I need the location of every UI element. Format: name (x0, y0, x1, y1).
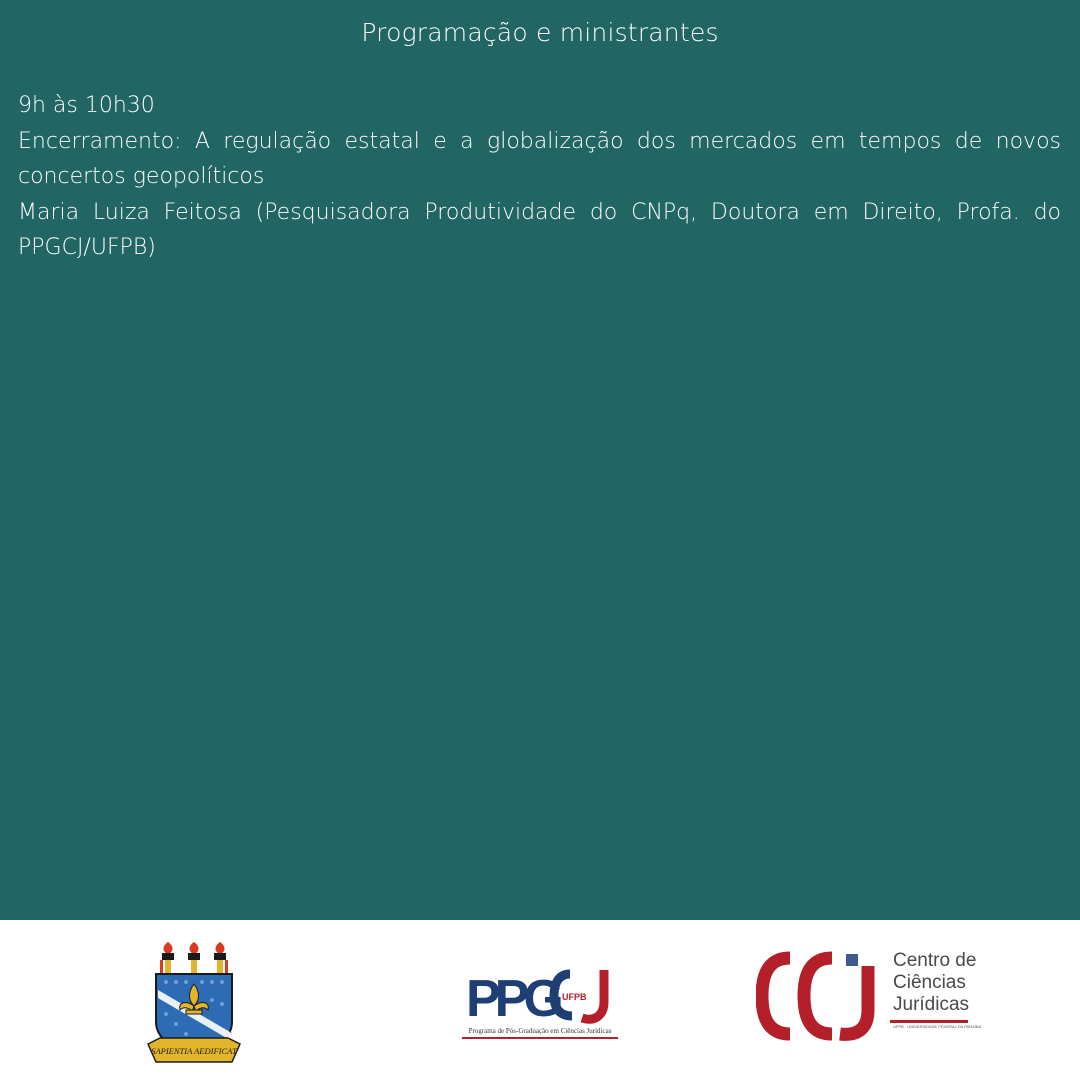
ccj-wordmark (893, 950, 976, 1016)
ccj-line-3: Jurídicas (893, 994, 970, 1015)
session-time: 9h às 10h30 (18, 93, 155, 118)
ppgcj-sub: UFPB (562, 992, 587, 1002)
ufpb-crest-icon (146, 940, 242, 1068)
page-title: Programação e ministrantes (361, 18, 719, 47)
session-talk: Encerramento: A regulação estatal e a globalização dos mercados em tempos de novos concertos geopolíticos (18, 128, 1061, 189)
ufpb-motto: SAPIENTIA AEDIFICAT (151, 1046, 237, 1056)
svg-text:PPG: PPG (466, 970, 558, 1028)
session-speaker: Maria Luiza Feitosa (Pesquisadora Produtividade do CNPq, Doutora em Direito, Profa. do PPGCJ/UFPB) (18, 199, 1061, 260)
ppgcj-caption: Programa de Pós-Graduação em Ciências Jurídicas (468, 1027, 612, 1035)
session-block (18, 88, 1061, 266)
ccj-line-1: Centro de (893, 950, 977, 971)
ccj-small-caption: UFPB · UNIVERSIDADE FEDERAL DA PARAÍBA (893, 1024, 982, 1029)
ccj-line-2: Ciências (893, 972, 966, 993)
